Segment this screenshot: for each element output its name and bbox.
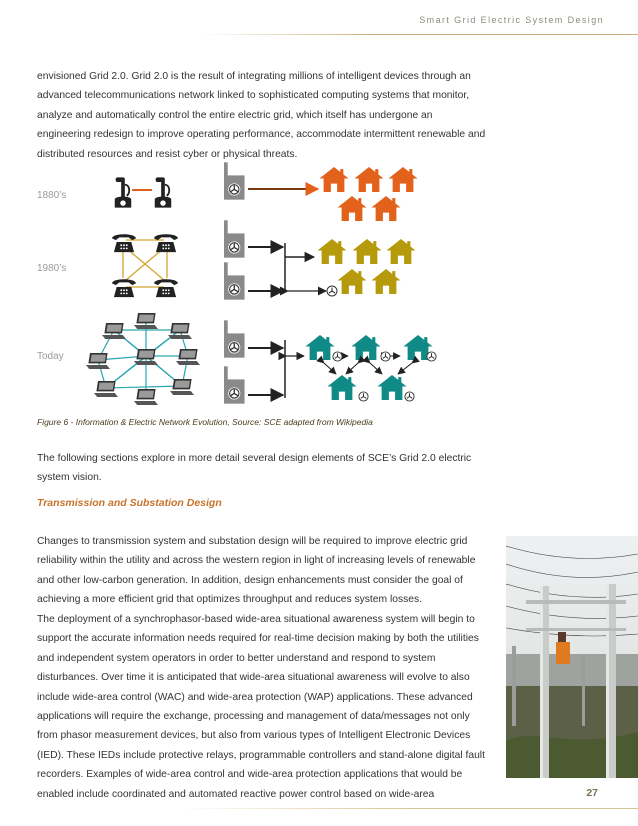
power-plant-icon [224,220,245,257]
laptop-icon [86,353,110,369]
telephone-icon [155,177,172,207]
laptop-icon [134,349,158,365]
page-number: 27 [586,787,598,799]
network-evolution-diagram [80,158,460,408]
laptop-icon [134,313,158,329]
era-label-today: Today [37,351,64,362]
power-plant-icon [224,320,245,357]
house-icons-today [305,335,432,400]
laptop-icon [102,323,126,339]
telephone-icon [154,279,178,297]
telephone-icon [112,279,136,297]
laptop-icon [176,349,200,365]
power-plant-icon [224,366,245,403]
laptop-icon [170,379,194,395]
era-label-1980s: 1980’s [37,263,67,274]
substation-photo [506,536,638,778]
intro-paragraph: envisioned Grid 2.0. Grid 2.0 is the result of integrating millions of intelligent devices through an advanced telecommunications network linked to sophisticated computing systems that monitor, analyze and automatically control the entire electric grid, which itself has undergone an engineering redesign to improve operating performance, accommodate intermittent renewable and distributed resources and resist cyber or physical threats. [37,71,486,160]
intro-sections-paragraph: The following sections explore in more detail several design elements of SCE’s Grid 2.0 electric system vision. [37,453,472,484]
era-1880s-row [115,162,418,221]
transmission-paragraph: Changes to transmission system and substation design will be required to improve electric grid reliability within the utility and across the western region in light of increasing levels of renewable and other low-carbon generation. In addition, design enhancements must consider the goal of achieving a more efficient grid that optimizes throughput and reduces system losses. [37,536,476,606]
era-today-row [86,313,436,405]
generator-icon [327,286,337,296]
era-label-1880s: 1880’s [37,190,67,201]
telephone-icon [112,234,136,252]
running-header: Smart Grid Electric System Design [419,15,604,25]
section-heading: Transmission and Substation Design [37,497,222,509]
figure-caption: Figure 6 - Information & Electric Network Evolution, Source: SCE adapted from Wikipedia [37,417,373,427]
laptop-icon [94,381,118,397]
header-rule [200,34,638,35]
power-plant-icon [224,162,245,199]
telephone-icon [115,177,132,207]
power-plant-icon [224,262,245,299]
era-1980s-row [112,220,415,299]
laptop-icon [168,323,192,339]
house-icons-1880s [319,167,417,221]
footer-rule [180,808,638,809]
telephone-icon [154,234,178,252]
synchrophasor-paragraph: The deployment of a synchrophasor-based wide-area situational awareness system will begin to support the accurate information needs required for real-time decision making by both the utilities and independent system operators in order to better understand and respond to system disturbances. Over time it is anticipated that wide-area situational awareness will evolve to also include wide-area control (WAC) and wide-area protection (WAP) applications. These advanced applications will require the exchange, processing and management of data/messages not only from phasor measurement devices, but also from various types of Intelligent Electronic Devices (IED). These IEDs include protective relays, programmable controllers and stand-alone digital fault recorders. Examples of wide-area control and wide-area protection applications that would be enabled include coordinated and automated reactive power control based on wide-area [37,614,485,800]
laptop-icon [134,389,158,405]
